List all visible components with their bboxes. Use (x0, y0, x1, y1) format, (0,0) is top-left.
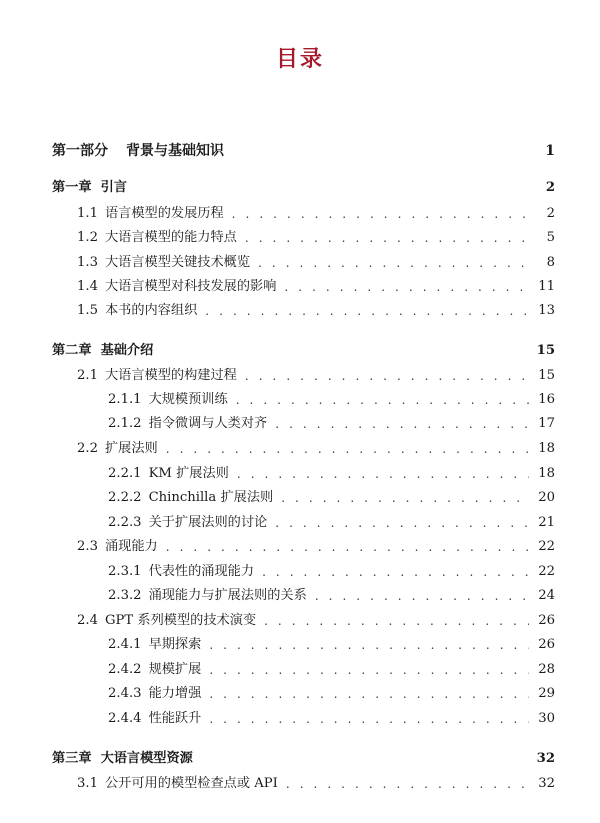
toc-section-1-5[interactable] (77, 301, 555, 321)
subsection-number: 2.2.2 (108, 490, 142, 505)
toc-subsection-2-4-2[interactable] (108, 660, 555, 680)
page-number: 18 (538, 466, 555, 481)
section-title: 大语言模型的构建过程 (104, 368, 237, 383)
chapter-title: 基础介绍 (100, 343, 154, 358)
section-title: 大语言模型对科技发展的影响 (104, 279, 277, 294)
page-number: 17 (538, 416, 555, 431)
toc-chapter-3[interactable] (52, 749, 555, 769)
section-title: 公开可用的模型检查点或 API (104, 776, 278, 791)
chapter-number: 第一章 (52, 180, 92, 195)
page-number: 29 (538, 686, 555, 701)
subsection-number: 2.1.1 (108, 392, 142, 407)
section-title: 大语言模型关键技术概览 (104, 255, 251, 270)
section-number: 2.3 (77, 539, 98, 554)
page-number: 22 (538, 564, 555, 579)
chapter-title: 大语言模型资源 (100, 751, 193, 766)
section-title: 涌现能力 (104, 539, 158, 554)
page-number: 21 (538, 515, 555, 530)
subsection-number: 2.4.1 (108, 637, 142, 652)
dot-leader (209, 684, 529, 704)
page-number: 32 (538, 776, 555, 791)
subsection-title: Chinchilla 扩展法则 (148, 490, 274, 505)
page-number: 30 (538, 711, 555, 726)
toc-section-2-1[interactable] (77, 366, 555, 386)
subsection-title: 涌现能力与扩展法则的关系 (148, 588, 307, 603)
dot-leader (275, 414, 529, 434)
dot-leader (236, 390, 529, 410)
subsection-title: 早期探索 (148, 637, 202, 652)
toc-subsection-2-2-3[interactable] (108, 513, 555, 533)
toc-subsection-2-4-4[interactable] (108, 709, 555, 729)
section-title: 扩展法则 (104, 441, 158, 456)
dot-leader (284, 277, 529, 297)
section-title: 本书的内容组织 (104, 303, 198, 318)
page-number: 2 (545, 180, 555, 195)
section-number: 2.1 (77, 368, 98, 383)
part-number: 第一部分 (52, 143, 108, 159)
toc-section-2-4[interactable] (77, 611, 555, 631)
subsection-title: 大规模预训练 (148, 392, 228, 407)
page-number: 20 (538, 490, 555, 505)
subsection-number: 2.3.2 (108, 588, 142, 603)
subsection-number: 2.3.1 (108, 564, 142, 579)
dot-leader (245, 366, 529, 386)
page-number: 32 (536, 751, 555, 766)
toc-subsection-2-1-2[interactable] (108, 414, 555, 434)
section-title: GPT 系列模型的技术演变 (104, 613, 257, 628)
toc-section-2-3[interactable] (77, 537, 555, 557)
subsection-title: 指令微调与人类对齐 (148, 416, 268, 431)
dot-leader (281, 488, 529, 508)
toc-title: 目录 (275, 46, 324, 72)
dot-leader (237, 464, 529, 484)
dot-leader (209, 660, 529, 680)
section-number: 1.3 (77, 255, 98, 270)
page-number: 5 (546, 230, 555, 245)
dot-leader (209, 709, 529, 729)
subsection-number: 2.2.1 (108, 466, 142, 481)
page-number: 16 (538, 392, 555, 407)
page-number: 22 (538, 539, 555, 554)
dot-leader (258, 253, 529, 273)
toc-section-1-2[interactable] (77, 228, 555, 248)
toc-subsection-2-3-2[interactable] (108, 586, 555, 606)
toc-subsection-2-4-1[interactable] (108, 635, 555, 655)
toc-chapter-1[interactable] (52, 178, 555, 198)
subsection-number: 2.4.4 (108, 711, 142, 726)
part-title: 背景与基础知识 (126, 143, 224, 159)
subsection-number: 2.4.3 (108, 686, 142, 701)
dot-leader (315, 586, 529, 606)
section-number: 1.1 (77, 206, 98, 221)
page-number: 8 (546, 255, 555, 270)
subsection-title: 能力增强 (148, 686, 202, 701)
subsection-title: 关于扩展法则的讨论 (148, 515, 268, 530)
toc-section-1-1[interactable] (77, 204, 555, 224)
dot-leader (205, 301, 529, 321)
page-number: 15 (536, 343, 555, 358)
dot-leader (232, 204, 529, 224)
page-number: 18 (538, 441, 555, 456)
toc-subsection-2-1-1[interactable] (108, 390, 555, 410)
chapter-number: 第二章 (52, 343, 92, 358)
toc-chapter-2[interactable] (52, 341, 555, 361)
toc-subsection-2-2-2[interactable] (108, 488, 555, 508)
subsection-number: 2.2.3 (108, 515, 142, 530)
toc-subsection-2-2-1[interactable] (108, 464, 555, 484)
section-number: 1.5 (77, 303, 98, 318)
section-number: 1.4 (77, 279, 98, 294)
toc-section-1-3[interactable] (77, 253, 555, 273)
page-number: 15 (538, 368, 555, 383)
section-number: 2.2 (77, 441, 98, 456)
page-number: 26 (538, 613, 555, 628)
chapter-title: 引言 (100, 180, 127, 195)
section-number: 2.4 (77, 613, 98, 628)
dot-leader (209, 635, 529, 655)
dot-leader (166, 537, 529, 557)
section-number: 1.2 (77, 230, 98, 245)
page-number: 13 (538, 303, 555, 318)
section-number: 3.1 (77, 776, 98, 791)
page-number: 26 (538, 637, 555, 652)
subsection-number: 2.4.2 (108, 662, 142, 677)
page-number: 11 (538, 279, 555, 294)
toc-subsection-2-3-1[interactable] (108, 562, 555, 582)
subsection-title: 代表性的涌现能力 (148, 564, 255, 579)
dot-leader (286, 774, 529, 794)
section-title: 大语言模型的能力特点 (104, 230, 237, 245)
subsection-title: 规模扩展 (148, 662, 202, 677)
toc-part-1[interactable] (52, 141, 555, 161)
toc-section-1-4[interactable] (77, 277, 555, 297)
dot-leader (264, 611, 529, 631)
page-number: 2 (546, 206, 555, 221)
section-title: 语言模型的发展历程 (104, 206, 224, 221)
subsection-title: KM 扩展法则 (148, 466, 229, 481)
dot-leader (262, 562, 529, 582)
toc-subsection-2-4-3[interactable] (108, 684, 555, 704)
page-number: 1 (545, 143, 555, 159)
subsection-number: 2.1.2 (108, 416, 142, 431)
dot-leader (245, 228, 529, 248)
chapter-number: 第三章 (52, 751, 92, 766)
dot-leader (166, 439, 529, 459)
toc-section-3-1[interactable] (77, 774, 555, 794)
subsection-title: 性能跃升 (148, 711, 202, 726)
toc-section-2-2[interactable] (77, 439, 555, 459)
page-number: 24 (538, 588, 555, 603)
page-number: 28 (538, 662, 555, 677)
dot-leader (275, 513, 529, 533)
